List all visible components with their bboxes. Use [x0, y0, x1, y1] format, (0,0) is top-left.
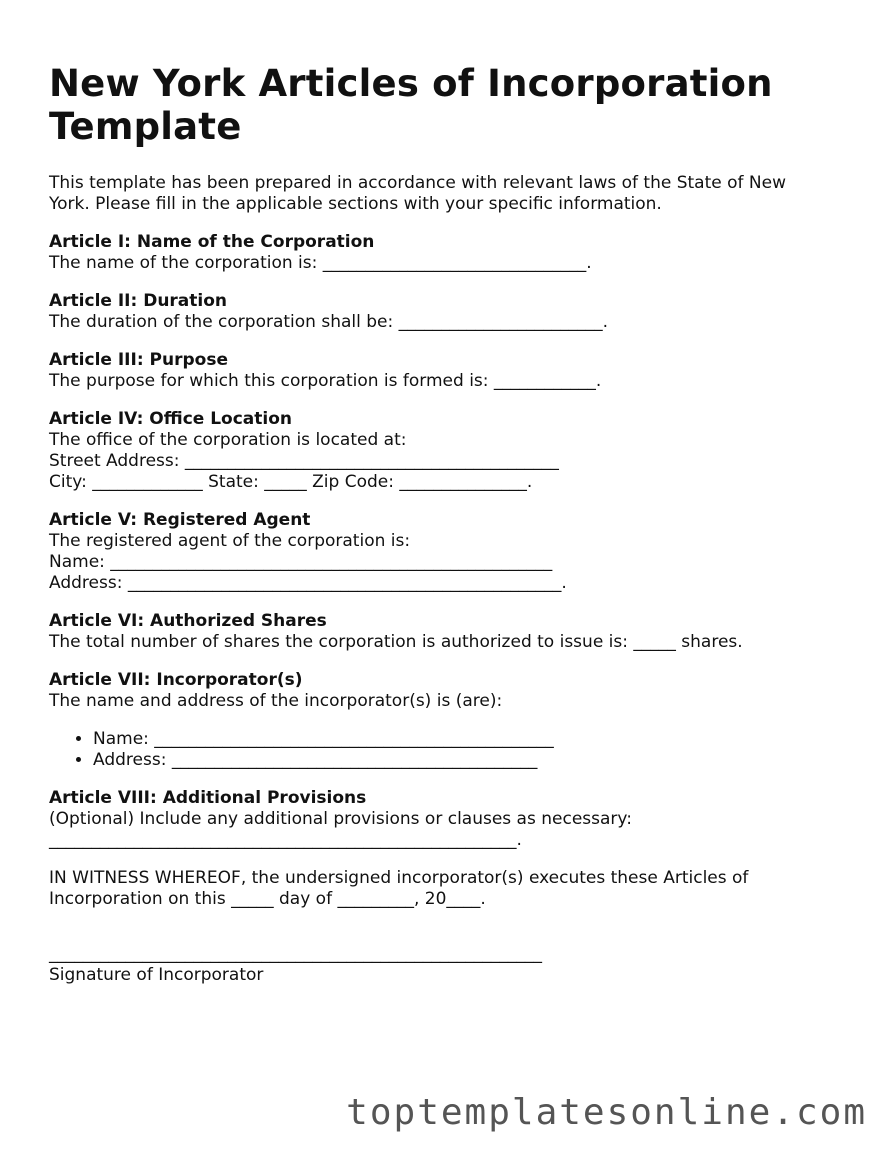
article-line: The name of the corporation is: _______________________________. [49, 253, 592, 273]
article-5 [49, 510, 829, 594]
list-item: • Name: _______________________________________________ [93, 729, 829, 750]
article-line: Address: ___________________________________________________. [49, 573, 567, 593]
article-heading: Article VII: Incorporator(s) [49, 670, 303, 690]
signature-label: Signature of Incorporator [49, 965, 264, 985]
article-6 [49, 611, 829, 653]
article-line: The duration of the corporation shall be: ________________________. [49, 312, 609, 332]
incorporator-list [49, 729, 829, 771]
article-heading: Article VIII: Additional Provisions [49, 788, 367, 808]
document-page [49, 62, 829, 986]
article-line: _______________________________________________________. [49, 830, 522, 850]
article-line: The office of the corporation is located at: [49, 430, 407, 450]
article-7 [49, 670, 829, 771]
spacer [49, 927, 829, 944]
article-line: City: _____________ State: _____ Zip Code: _______________. [49, 472, 533, 492]
article-heading: Article IV: Office Location [49, 409, 293, 429]
watermark: toptemplatesonline.com [346, 1092, 867, 1133]
intro-paragraph: This template has been prepared in accordance with relevant laws of the State of New York. Please fill in the applicable sections with your specific information. [49, 173, 786, 214]
article-1 [49, 232, 829, 274]
signature-line: __________________________________________________________ [49, 944, 542, 964]
article-heading: Article VI: Authorized Shares [49, 611, 327, 631]
article-heading: Article I: Name of the Corporation [49, 232, 375, 252]
article-line: The registered agent of the corporation is: [49, 531, 411, 551]
article-line: The purpose for which this corporation is formed is: ____________. [49, 371, 602, 391]
article-line: (Optional) Include any additional provisions or clauses as necessary: [49, 809, 632, 829]
article-heading: Article III: Purpose [49, 350, 228, 370]
document-title: New York Articles of Incorporation Template [49, 62, 773, 148]
list-item: • Address: ___________________________________________ [93, 750, 829, 771]
article-line: The name and address of the incorporator(s) is (are): [49, 691, 503, 711]
article-8 [49, 788, 829, 851]
article-4 [49, 409, 829, 493]
article-heading: Article II: Duration [49, 291, 228, 311]
article-2 [49, 291, 829, 333]
article-line: Street Address: ____________________________________________ [49, 451, 559, 471]
article-heading: Article V: Registered Agent [49, 510, 311, 530]
article-line: The total number of shares the corporation is authorized to issue is: _____ shares. [49, 632, 743, 652]
article-line: Name: ____________________________________________________ [49, 552, 553, 572]
witness-paragraph: IN WITNESS WHEREOF, the undersigned incorporator(s) executes these Articles of Incorporation on this _____ day of _________, 20____. [49, 868, 749, 909]
article-3 [49, 350, 829, 392]
